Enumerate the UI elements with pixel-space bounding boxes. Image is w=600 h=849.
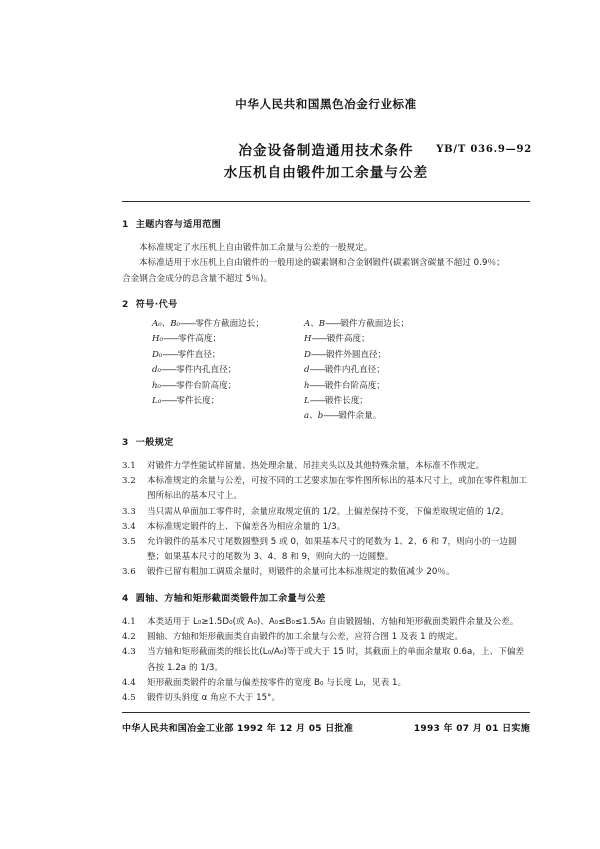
symbol-meaning: 锻件余量。 [338, 411, 382, 422]
symbol-meaning: 零件长度； [176, 396, 220, 407]
clause-number: 4.3 [122, 647, 136, 658]
symbol-code: a、b [304, 411, 324, 422]
symbol-code: L [304, 396, 310, 407]
symbol-meaning: 零件方截面边长； [195, 319, 264, 330]
symbol-code: A₀、B₀ [152, 319, 181, 330]
clause [122, 645, 530, 675]
symbol-row: a、b——锻件余量。 [304, 411, 382, 422]
section-3-heading [122, 436, 530, 451]
symbol-row: D——锻件外圆直径； [304, 349, 387, 360]
symbol-row: H₀——零件高度； [152, 334, 222, 345]
title-block [122, 140, 530, 184]
clause [122, 630, 530, 645]
symbol-code: A、B [304, 319, 326, 330]
clause-number: 3.1 [122, 461, 136, 472]
symbol-code: h [304, 380, 310, 391]
symbol-row: L₀——零件长度； [152, 396, 220, 407]
section-1-paragraph-2-line-1: 本标准适用于水压机上自由锻件的一般用途的碳素钢和合金钢锻件(碳素钢含碳量不超过 0.9％； [139, 258, 505, 269]
clause-text: 允许锻件的基本尺寸尾数圆整到 5 或 0，如果基本尺寸的尾数为 1、2、6 和 7，则向小的一边圆整；如果基本尺寸的尾数为 3、4、8 和 9，则向大的一边圆整。 [147, 537, 517, 563]
document-title-line-2: 水压机自由锻件加工余量与公差 [223, 165, 429, 181]
symbol-meaning: 锻件长度； [324, 396, 368, 407]
symbol-meaning: 零件直径； [177, 349, 221, 360]
standard-number: YB/T 036.9—92 [436, 144, 532, 155]
document-title-line-1: 冶金设备制造通用技术条件 [238, 143, 414, 159]
symbol-row-empty [152, 409, 304, 424]
clause [122, 505, 530, 520]
symbol-row: d——锻件内孔直径； [304, 365, 385, 376]
clause-number: 3.6 [122, 567, 136, 578]
section-1-paragraph-2-line-2: 合金钢合金成分的总含量不超过 5％)。 [122, 273, 273, 284]
clause-text: 锻件已留有粗加工调质余量时，则锻件的余量可比本标准规定的数值减少 20％。 [147, 567, 455, 578]
clause-number: 3.5 [122, 537, 136, 548]
section-1-paragraph-1: 本标准规定了水压机上自由锻件加工余量与公差的一般规定。 [139, 243, 373, 254]
issuer-line: 中华人民共和国黑色冶金行业标准 [235, 97, 417, 111]
clause [122, 474, 530, 504]
clause [122, 691, 530, 706]
page-content [122, 96, 530, 734]
clause-number: 3.2 [122, 476, 136, 487]
symbol-row: h₀——零件台阶高度； [152, 380, 237, 391]
symbol-meaning: 零件高度； [178, 334, 222, 345]
clause-number: 3.4 [122, 521, 136, 532]
symbol-row: d₀——零件内孔直径； [152, 365, 237, 376]
clause [122, 565, 530, 580]
symbol-code: d₀ [152, 365, 161, 376]
section-4-heading [122, 592, 530, 607]
symbol-code: d [304, 365, 310, 376]
symbol-row: L——锻件长度； [304, 396, 368, 407]
page-footer [122, 721, 530, 734]
symbol-meaning: 锻件台阶高度； [324, 380, 385, 391]
symbol-meaning: 锻件方截面边长； [340, 319, 410, 330]
symbol-meaning: 锻件高度； [326, 334, 370, 345]
section-3-number: 3 [122, 437, 129, 448]
header-divider [122, 201, 530, 202]
symbol-row: D₀——零件直径； [152, 349, 221, 360]
implementation-date: 1993 年 07 月 01 日实施 [413, 724, 530, 735]
symbol-meaning: 锻件外圆直径； [326, 349, 387, 360]
section-2-number: 2 [122, 299, 129, 310]
symbol-code: D₀ [152, 349, 163, 360]
clause-text: 圆轴、方轴和矩形截面类自由锻件的加工余量与公差，应符合图 1 及表 1 的规定。 [147, 632, 464, 643]
clause [122, 520, 530, 535]
clause [122, 459, 530, 474]
clause-number: 4.1 [122, 616, 136, 627]
section-1-title: 主题内容与适用范围 [135, 220, 222, 230]
clause-text: 当只需从单面加工零件时，余量应取规定值的 1/2。上偏差保持不变，下偏差取规定值的 1/2。 [147, 506, 509, 517]
section-2-heading [122, 298, 530, 313]
clause-text: 对锻件力学性能试样留量、热处理余量、吊挂夹头以及其他特殊余量，本标准不作规定。 [147, 461, 485, 472]
section-4-number: 4 [122, 593, 129, 604]
symbol-code: D [304, 349, 311, 360]
symbol-meaning: 零件内孔直径； [176, 365, 237, 376]
section-4-title: 圆轴、方轴和矩形截面类锻件加工余量与公差 [135, 593, 326, 604]
clause-text: 当方轴和矩形截面类的细长比(L₀/A₀)等于或大于 15 时，其截面上的单面余量取 0.6a，上、下偏差各按 1.2a 的 1/3。 [147, 647, 525, 673]
clause [122, 615, 530, 630]
footer-divider [122, 712, 530, 713]
symbol-list [122, 317, 530, 425]
clause-number: 3.3 [122, 506, 136, 517]
symbol-code: H₀ [152, 334, 163, 345]
clause-text: 本类适用于 L₀≥1.5D₀(或 A₀)、A₀≤B₀≤1.5A₀ 自由锻圆轴、方轴和矩形截面类锻件余量及公差。 [147, 616, 519, 627]
symbol-meaning: 零件台阶高度； [176, 380, 237, 391]
clause-number: 4.5 [122, 692, 136, 703]
clause-text: 本标准规定锻件的上、下偏差各为相应余量的 1/3。 [147, 521, 346, 532]
symbol-meaning: 锻件内孔直径； [324, 365, 385, 376]
clause-text: 本标准规定的余量与公差，可按不同的工艺要求加在零件图所标出的基本尺寸上，或加在零件粗加工图所标出的基本尺寸上。 [147, 476, 528, 502]
approval-statement: 中华人民共和国冶金工业部 1992 年 12 月 05 日批准 [122, 724, 354, 735]
clause-number: 4.2 [122, 632, 136, 643]
section-2-title: 符号·代号 [135, 299, 178, 310]
symbol-row: h——锻件台阶高度； [304, 380, 385, 391]
clause-text: 锻件切头斜度 α 角应不大于 15°。 [147, 692, 281, 703]
clause [122, 535, 530, 565]
symbol-code: H [304, 334, 312, 345]
symbol-code: h₀ [152, 380, 161, 391]
section-3-title: 一般规定 [135, 437, 174, 448]
symbol-row: A、B——锻件方截面边长； [304, 319, 410, 330]
clause-number: 4.4 [122, 677, 136, 688]
section-1-heading [122, 218, 530, 233]
clause [122, 676, 530, 691]
symbol-row: A₀、B₀——零件方截面边长； [152, 319, 264, 330]
symbol-code: L₀ [152, 396, 162, 407]
clause-text: 矩形截面类锻件的余量与偏差按零件的宽度 B₀ 与长度 L₀，见表 1。 [147, 677, 407, 688]
symbol-row: H——锻件高度； [304, 334, 370, 345]
document-body [122, 218, 530, 706]
section-1-number: 1 [122, 220, 129, 230]
